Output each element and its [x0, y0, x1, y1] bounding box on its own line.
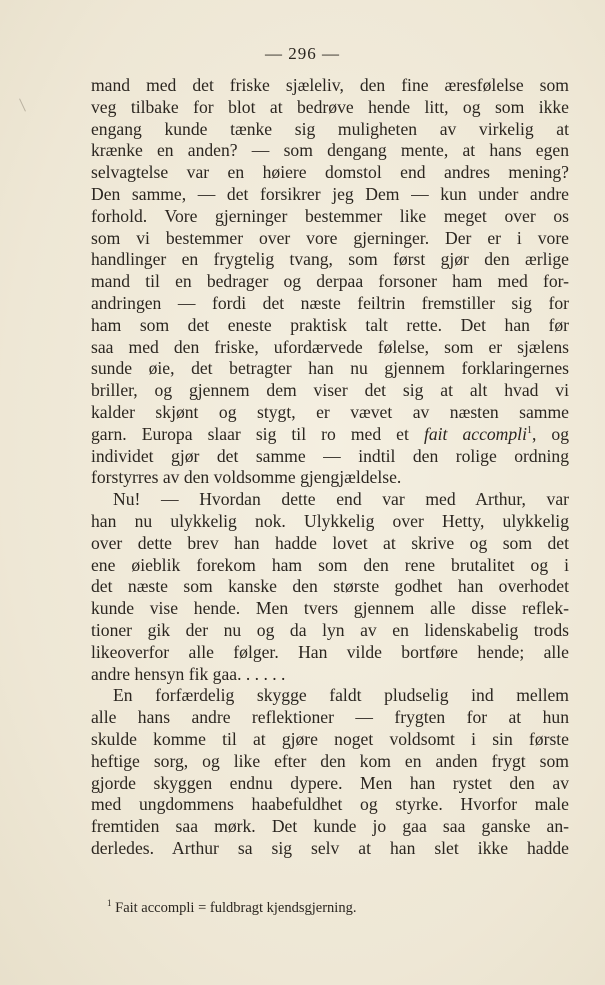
text-line: ene øieblik forekom ham som den rene brutalitet og i	[91, 554, 569, 575]
italic-phrase: fait accompli	[423, 423, 527, 444]
text-line: kalder skjønt og stygt, er vævet av næsten samme	[91, 401, 569, 422]
footnote-reference: 1	[526, 424, 532, 436]
text-line: andre hensyn fik gaa. . . . . .	[91, 663, 286, 684]
text-line: Nu! — Hvordan dette end var med Arthur, var	[113, 489, 569, 510]
text-line: mand til en bedrager og derpaa forsoner ham med for-	[91, 271, 569, 292]
margin-pencil-mark	[19, 98, 26, 111]
text-segment: garn. Europa slaar sig til ro med et	[91, 423, 409, 444]
body-text	[91, 75, 569, 860]
text-line: selvagtelse var en høiere domstol end andres mening?	[91, 162, 569, 183]
text-segment: , og	[531, 423, 570, 444]
text-line: han nu ulykkelig nok. Ulykkelig over Hetty, ulykkelig	[91, 510, 569, 531]
text-line: over dette brev han hadde lovet at skrive og som det	[91, 532, 569, 553]
text-line: likeoverfor alle følger. Han vilde bortføre hende; alle	[91, 641, 569, 662]
text-line: med ungdommens haabefuldhet og styrke. Hvorfor male	[91, 794, 569, 815]
footnote-text: Fait accompli = fuldbragt kjendsgjerning.	[115, 899, 357, 916]
page-number: — 296 —	[265, 44, 340, 63]
text-line: forhold. Vore gjerninger bestemmer like meget over os	[91, 205, 569, 226]
text-line: andringen — fordi det næste feiltrin fremstiller sig for	[91, 292, 569, 313]
text-line: saa med den friske, ufordærvede følelse, som er sjælens	[91, 336, 569, 357]
text-line: alle hans andre reflektioner — frygten for at hun	[91, 707, 569, 728]
text-line: ham som det eneste praktisk talt rette. Det han før	[91, 314, 569, 335]
text-line: veg tilbake for blot at bedrøve hende litt, og som ikke	[91, 96, 569, 117]
text-line: Den samme, — det forsikrer jeg Dem — kun under andre	[91, 183, 569, 204]
footnote-mark: 1	[107, 898, 112, 908]
text-line: derledes. Arthur sa sig selv at han slet ikke hadde	[91, 837, 569, 858]
text-line-with-italic	[91, 424, 569, 446]
text-line: skulde komme til at gjøre noget voldsomt i sin første	[91, 728, 569, 749]
text-line: mand med det friske sjæleliv, den fine æresfølelse som	[91, 75, 569, 95]
text-line: gjorde skyggen endnu dypere. Men han rystet den av	[91, 772, 569, 793]
text-line: som vi bestemmer over vore gjerninger. Der er i vore	[91, 227, 569, 248]
text-line: En forfærdelig skygge faldt pludselig ind mellem	[113, 685, 569, 706]
text-line: handlinger en frygtelig tvang, som først gjør den ærlige	[91, 249, 569, 270]
text-line: tioner gik der nu og da lyn av en lidenskabelig trods	[91, 619, 569, 640]
text-line: fremtiden saa mørk. Det kunde jo gaa saa ganske an-	[91, 816, 569, 837]
text-line: kunde vise hende. Men tvers gjennem alle disse reflek-	[91, 598, 569, 619]
text-line: forstyrres av den voldsomme gjengjældelse.	[91, 467, 402, 488]
text-line: individet gjør det samme — indtil den rolige ordning	[91, 445, 569, 466]
text-line: krænke en anden? — som dengang mente, at hans egen	[91, 140, 569, 161]
text-line: heftige sorg, og like efter den kom en anden frygt som	[91, 750, 569, 771]
text-line: briller, og gjennem dem viser det sig at alt hvad vi	[91, 380, 569, 401]
text-line: det næste som kanske den største godhet han overhodet	[91, 576, 569, 597]
text-line: engang kunde tænke sig muligheten av virkelig at	[91, 118, 569, 139]
text-line: sunde øie, det betragter han nu gjennem forklaringernes	[91, 358, 569, 379]
footnote	[107, 898, 356, 917]
